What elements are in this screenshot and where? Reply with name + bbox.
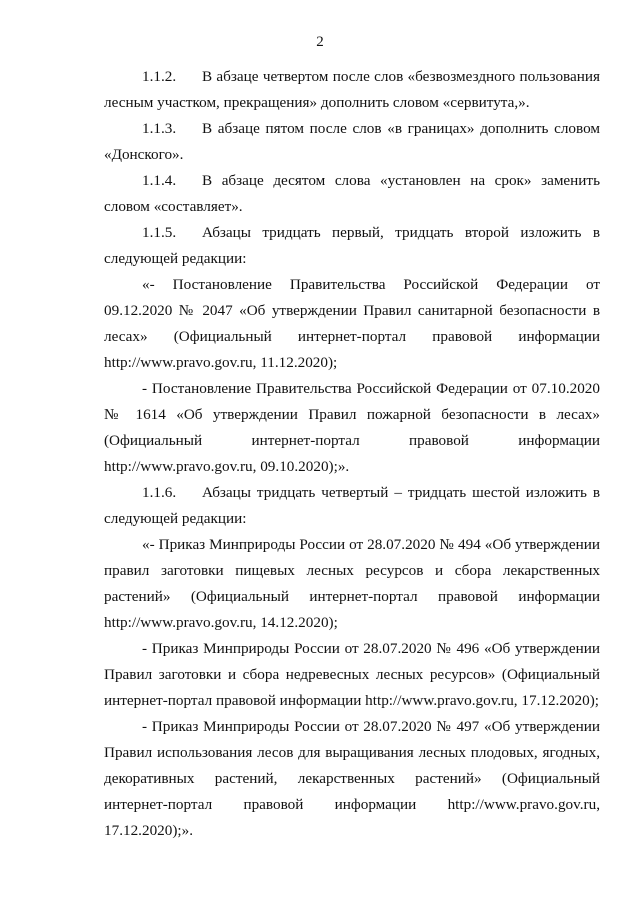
clause-1-1-2 xyxy=(104,64,600,116)
quoted-item: «- Постановление Правительства Российской Федерации от 09.12.2020 № 2047 «Об утверждении Правил санитарной безопасности в лесах» (Официальный интернет-портал правовой информации http://www.pravo.gov.ru, 11.12.2020); xyxy=(104,276,600,371)
clause-1-1-4 xyxy=(104,168,600,220)
clause-number: 1.1.3. xyxy=(142,120,177,137)
quoted-item: - Постановление Правительства Российской Федерации от 07.10.2020 № 1614 «Об утверждении Правил пожарной безопасности в лесах» (Официальный интернет-портал правовой информации http://www.pravo.gov.ru, 09.10.2020);». xyxy=(104,380,600,475)
clause-1-1-5 xyxy=(104,220,600,272)
clause-number: 1.1.4. xyxy=(142,172,177,189)
quoted-item: «- Приказ Минприроды России от 28.07.2020 № 494 «Об утверждении правил заготовки пищевых лесных ресурсов и сбора лекарственных растений» (Официальный интернет-портал правовой информации http://www.pravo.gov.ru, 14.12.2020); xyxy=(104,536,600,631)
quoted-item: - Приказ Минприроды России от 28.07.2020 № 496 «Об утверждении Правил заготовки и сбора недревесных лесных ресурсов» (Официальный интернет-портал правовой информации http://www.pravo.gov.ru, 17.12.2020); xyxy=(104,640,600,709)
clause-text: Абзацы тридцать первый, тридцать второй изложить в следующей редакции: xyxy=(104,224,600,267)
clause-text: В абзаце десятом слова «установлен на срок» заменить словом «составляет». xyxy=(104,172,600,215)
clause-number: 1.1.2. xyxy=(142,68,177,85)
clause-1-1-3 xyxy=(104,116,600,168)
clause-text: В абзаце четвертом после слов «безвозмездного пользования лесным участком, прекращения» дополнить словом «сервитута,». xyxy=(104,68,600,111)
clause-number: 1.1.5. xyxy=(142,224,177,241)
quoted-item: - Приказ Минприроды России от 28.07.2020 № 497 «Об утверждении Правил использования лесов для выращивания лесных плодовых, ягодных, декоративных растений, лекарственных растений» (Официальный интернет-портал правовой информации http://www.pravo.gov.ru, 17.12.2020);». xyxy=(104,718,600,839)
clause-text: В абзаце пятом после слов «в границах» дополнить словом «Донского». xyxy=(104,120,600,163)
clause-number: 1.1.6. xyxy=(142,484,177,501)
clause-1-1-6 xyxy=(104,480,600,532)
document-body xyxy=(104,64,600,844)
page-number: 2 xyxy=(316,34,324,50)
clause-text: Абзацы тридцать четвертый – тридцать шестой изложить в следующей редакции: xyxy=(104,484,600,527)
